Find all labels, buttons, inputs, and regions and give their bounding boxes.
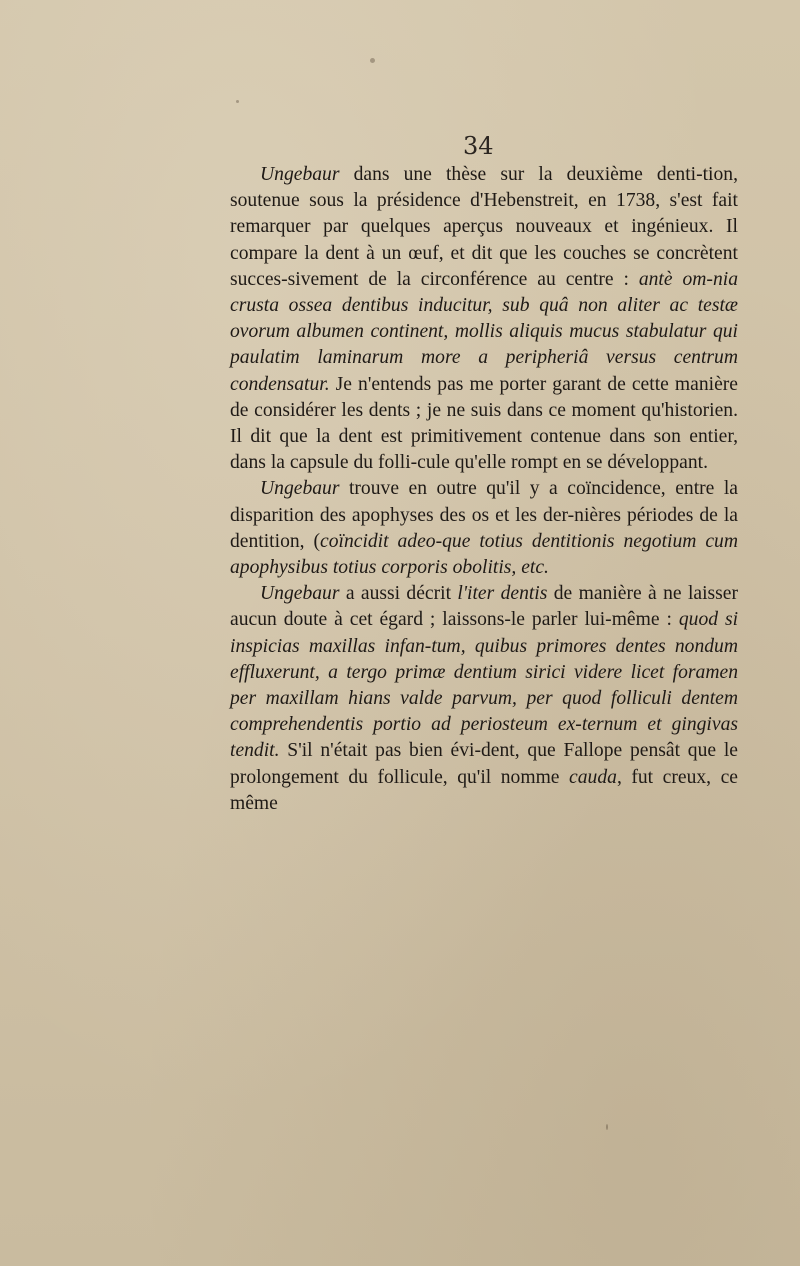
paper-speck [606,1124,608,1130]
italic-text-run: Ungebaur [260,478,340,500]
page-number: 34 [463,132,494,160]
text-run: Je n'entends pas me porter garant de cette manière de considérer les dents ; je ne suis dans ce moment qu'historien. Il dit que la dent est primitivement contenue dans son entier, dans la capsule du folli-cule qu'elle rompt en se développant. [230,373,738,474]
italic-text-run: Ungebaur [260,164,340,185]
italic-text-run: quod si inspicias maxillas infan-tum, quibus primores dentes nondum effluxerunt, a tergo primæ dentium sirici videre licet foramen per maxillam hians valde parvum, per quod folliculi dentem comprehendentis portio ad periosteum ex-ternum et gingivas tendit. [230,609,739,762]
text-run: , fut creux, ce même [230,766,738,814]
paper-speck [370,58,375,63]
paragraph-2 [230,476,738,581]
italic-text-run: Ungebaur [260,583,340,605]
text-run: trouve en outre qu'il y a coïncidence, entre la disparition des apophyses des os et les der-nières périodes de la dentition, ( [230,478,738,552]
text-run: a aussi décrit [339,583,458,605]
paragraph-3 [230,581,738,817]
italic-text-run: cauda [569,766,617,788]
italic-text-run: l'iter dentis [457,583,548,605]
body-text [230,162,738,817]
italic-text-run: coïncidit adeo-que totius dentitionis negotium cum apophysibus totius corporis obolitis, etc. [230,530,738,579]
paper-speck [236,100,239,103]
italic-text-run: antè om-nia crusta ossea dentibus inducitur, sub quâ non aliter ac testæ ovorum albumen continent, mollis aliquis mucus stabulatur qui paulatim laminarum more a peripheriâ versus centrum condensatur. [230,268,738,395]
text-run: S'il n'était pas bien évi-dent, que Fallope pensât que le prolongement du follicule, qu'il nomme [230,740,738,788]
text-run: de manière à ne laisser aucun doute à cet égard ; laissons-le parler lui-même : [230,583,738,631]
paragraph-1 [230,162,738,476]
text-run: dans une thèse sur la deuxième denti-tion, soutenue sous la présidence d'Hebenstreit, en 1738, s'est fait remarquer par quelques aperçus nouveaux et ingénieux. Il compare la dent à un œuf, et dit que les couches se concrètent succes-sivement de la circonférence au centre : [230,164,738,290]
